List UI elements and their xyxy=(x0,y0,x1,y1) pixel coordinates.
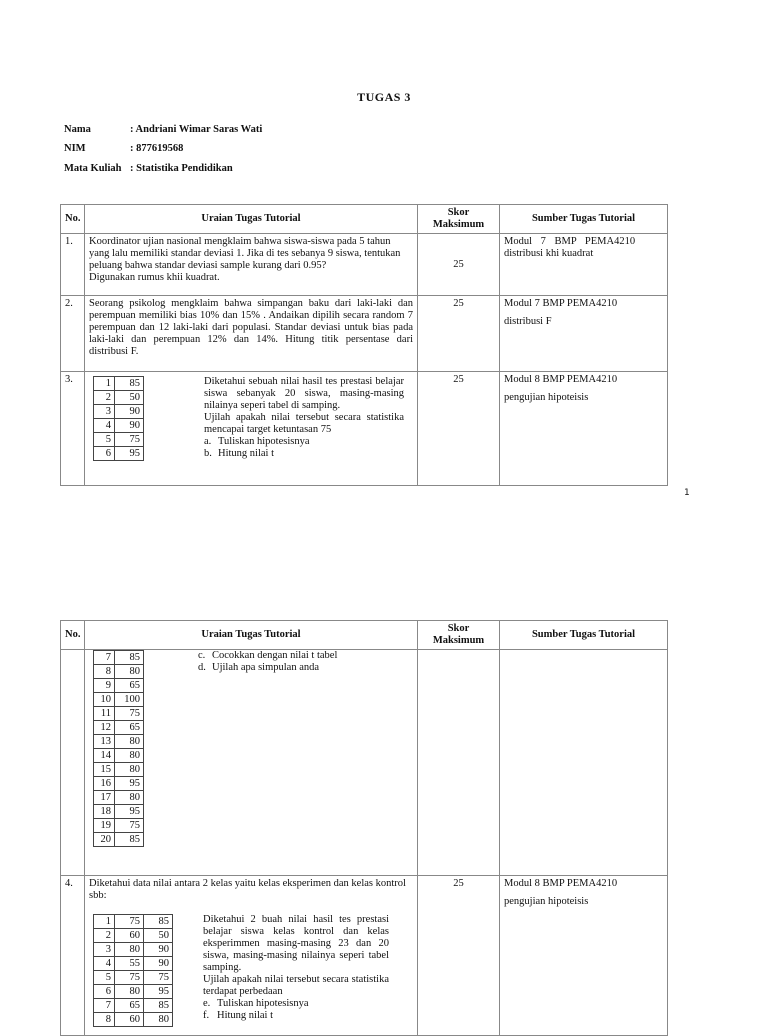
data-index: 8 xyxy=(94,1013,115,1027)
list-text: Cocokkan dengan nilai t tabel xyxy=(212,650,338,661)
data-index: 12 xyxy=(94,721,115,735)
data-value: 65 xyxy=(115,679,144,693)
header-skor: Skor Maksimum xyxy=(418,621,500,650)
question-text xyxy=(198,650,398,847)
data-value: 100 xyxy=(115,693,144,707)
data-value: 85 xyxy=(115,833,144,847)
list-item xyxy=(204,436,404,448)
list-text: Ujilah apa simpulan anda xyxy=(212,662,320,673)
max-score: 25 xyxy=(418,876,500,1036)
data-value: 65 xyxy=(115,721,144,735)
data-index: 3 xyxy=(94,405,115,419)
info-key: Nama xyxy=(64,124,91,135)
data-index: 5 xyxy=(94,971,115,985)
list-item xyxy=(203,998,389,1010)
table-row xyxy=(61,296,668,372)
header-no: No. xyxy=(61,205,85,234)
data-index: 4 xyxy=(94,419,115,433)
question-text xyxy=(85,234,418,296)
source-empty xyxy=(500,650,668,876)
data-index: 16 xyxy=(94,777,115,791)
data-table-row xyxy=(94,763,144,777)
header-uraian: Uraian Tugas Tutorial xyxy=(85,621,418,650)
data-value: 80 xyxy=(115,665,144,679)
list-item xyxy=(203,1010,389,1022)
data-value: 95 xyxy=(115,777,144,791)
page-2 xyxy=(0,600,768,1024)
data-table-row xyxy=(94,651,144,665)
data-table-row xyxy=(94,791,144,805)
data-table-row xyxy=(94,943,173,957)
question-body: Ujilah apakah nilai tersebut secara statistika mencapai target ketuntasan 75 xyxy=(204,412,404,435)
data-value: 90 xyxy=(144,943,173,957)
data-table-row xyxy=(94,721,144,735)
data-table-row xyxy=(94,833,144,847)
list-marker: c. xyxy=(198,650,206,661)
page-number: 1 xyxy=(684,488,690,498)
data-value: 95 xyxy=(115,805,144,819)
question-cell xyxy=(85,876,418,1036)
data-value: 75 xyxy=(115,915,144,929)
data-value: 75 xyxy=(115,971,144,985)
data-index: 6 xyxy=(94,447,115,461)
data-index: 7 xyxy=(94,999,115,1013)
data-value: 50 xyxy=(115,391,144,405)
data-index: 9 xyxy=(94,679,115,693)
data-value: 75 xyxy=(115,819,144,833)
table-header-row xyxy=(61,621,668,650)
data-table-row xyxy=(94,665,144,679)
data-table-row xyxy=(94,419,144,433)
data-value: 80 xyxy=(115,791,144,805)
data-table-row xyxy=(94,447,144,461)
source-topic: pengujian hipoteisis xyxy=(504,392,589,403)
row-number: 2. xyxy=(61,296,85,372)
data-value: 85 xyxy=(115,377,144,391)
list-marker: d. xyxy=(198,662,206,673)
question-body: Ujilah apakah nilai tersebut secara statistika terdapat perbedaan xyxy=(203,974,389,997)
data-table-row xyxy=(94,693,144,707)
data-index: 2 xyxy=(94,929,115,943)
info-value: : 877619568 xyxy=(130,143,184,154)
data-table-row xyxy=(94,971,173,985)
info-value: : Statistika Pendidikan xyxy=(130,163,233,174)
data-value: 80 xyxy=(115,735,144,749)
table-row xyxy=(61,234,668,296)
data-index: 2 xyxy=(94,391,115,405)
row-number: 4. xyxy=(61,876,85,1036)
list-text: Tuliskan hipotesisnya xyxy=(218,436,310,447)
list-text: Hitung nilai t xyxy=(218,448,274,459)
question-text: Seorang psikolog mengklaim bahwa simpangan baku dari laki-laki dan perempuan memiliki bias 10% dan 15% . Andaikan dipilih secara random 7 perempuan dan 12 laki-laki dari populasi. Standar deviasi untuk bias pada laki-laki dan perempuan 12% dan 14%. Hitung titik persentase dari distribusi F. xyxy=(85,296,418,372)
list-item xyxy=(198,650,398,662)
question-cell xyxy=(85,650,418,876)
data-value: 65 xyxy=(115,999,144,1013)
info-row-mata-kuliah xyxy=(64,163,233,174)
question-body: Diketahui 2 buah nilai hasil tes prestasi belajar siswa kelas kontrol dan kelas eksperimmen masing-masing 23 dan 20 siswa, masing-masing nilainya seperi tabel samping. xyxy=(203,914,389,973)
info-value: : Andriani Wimar Saras Wati xyxy=(130,124,263,135)
question-text xyxy=(203,914,389,1027)
document-title: TUGAS 3 xyxy=(357,90,411,104)
data-value: 60 xyxy=(115,929,144,943)
list-marker: b. xyxy=(204,448,212,459)
data-index: 15 xyxy=(94,763,115,777)
source-cell xyxy=(500,372,668,486)
data-index: 8 xyxy=(94,665,115,679)
question-body: Koordinator ujian nasional mengklaim bahwa siswa-siswa pada 5 tahun yang lalu memiliki standar deviasi 1. Jika di tes sebanya 9 siswa, tentukan peluang bahwa standar deviasi sample kurang dari 0.95? xyxy=(89,236,401,271)
source-topic: distribusi F xyxy=(504,316,552,327)
data-table-row xyxy=(94,929,173,943)
source-module: Modul 8 BMP PEMA4210 xyxy=(504,878,618,889)
question-body: Diketahui sebuah nilai hasil tes prestasi belajar siswa sebanyak 20 siswa, masing-masing nilainya seperi tabel di samping. xyxy=(204,376,404,411)
data-value: 80 xyxy=(115,943,144,957)
data-index: 10 xyxy=(94,693,115,707)
data-table-row xyxy=(94,377,144,391)
list-marker: f. xyxy=(203,1010,210,1021)
question-note: Digunakan rumus khii kuadrat. xyxy=(89,272,220,283)
source-cell xyxy=(500,234,668,296)
data-table xyxy=(93,650,144,847)
data-value: 80 xyxy=(115,763,144,777)
data-value: 95 xyxy=(144,985,173,999)
source-topic: distribusi khi kuadrat xyxy=(504,248,594,259)
data-value: 95 xyxy=(115,447,144,461)
info-key: Mata Kuliah xyxy=(64,163,122,174)
data-table-row xyxy=(94,1013,173,1027)
data-index: 19 xyxy=(94,819,115,833)
row-number: 3. xyxy=(61,372,85,486)
data-value: 90 xyxy=(115,419,144,433)
data-table-row xyxy=(94,707,144,721)
task-table-page-1 xyxy=(60,204,668,486)
list-marker: e. xyxy=(203,998,211,1009)
data-value: 90 xyxy=(115,405,144,419)
table-header-row xyxy=(61,205,668,234)
source-module: Modul 8 BMP PEMA4210 xyxy=(504,374,618,385)
data-value: 85 xyxy=(115,651,144,665)
data-table-row xyxy=(94,679,144,693)
score-empty xyxy=(418,650,500,876)
data-index: 17 xyxy=(94,791,115,805)
header-sumber: Sumber Tugas Tutorial xyxy=(500,205,668,234)
max-score: 25 xyxy=(418,296,500,372)
header-skor: Skor Maksimum xyxy=(418,205,500,234)
max-score: 25 xyxy=(418,234,500,296)
data-index: 1 xyxy=(94,915,115,929)
header-no: No. xyxy=(61,621,85,650)
data-value: 75 xyxy=(144,971,173,985)
data-index: 3 xyxy=(94,943,115,957)
data-value: 55 xyxy=(115,957,144,971)
list-marker: a. xyxy=(204,436,212,447)
header-uraian: Uraian Tugas Tutorial xyxy=(85,205,418,234)
question-cell xyxy=(85,372,418,486)
data-index: 1 xyxy=(94,377,115,391)
source-topic: pengujian hipoteisis xyxy=(504,896,589,907)
data-index: 13 xyxy=(94,735,115,749)
max-score: 25 xyxy=(418,372,500,486)
data-value: 80 xyxy=(115,985,144,999)
table-row xyxy=(61,650,668,876)
data-table-row xyxy=(94,405,144,419)
data-index: 14 xyxy=(94,749,115,763)
table-row xyxy=(61,372,668,486)
data-index: 11 xyxy=(94,707,115,721)
list-text: Tuliskan hipotesisnya xyxy=(217,998,309,1009)
data-table-row xyxy=(94,735,144,749)
data-table-row xyxy=(94,819,144,833)
source-module: Modul 7 BMP PEMA4210 xyxy=(504,298,618,309)
data-table xyxy=(93,914,173,1027)
question-intro: Diketahui data nilai antara 2 kelas yaitu kelas eksperimen dan kelas kontrol sbb: xyxy=(89,878,406,901)
data-table-row xyxy=(94,957,173,971)
data-index: 6 xyxy=(94,985,115,999)
data-value: 85 xyxy=(144,999,173,1013)
data-index: 7 xyxy=(94,651,115,665)
data-table-row xyxy=(94,985,173,999)
source-module: Modul 7 BMP PEMA4210 xyxy=(504,236,636,247)
question-block xyxy=(89,650,413,847)
info-key: NIM xyxy=(64,143,86,154)
question-text xyxy=(204,376,404,461)
question-block xyxy=(89,376,413,461)
data-table-row xyxy=(94,749,144,763)
data-table-row xyxy=(94,391,144,405)
info-row-nim xyxy=(64,143,183,154)
row-number-empty xyxy=(61,650,85,876)
source-cell xyxy=(500,876,668,1036)
source-cell xyxy=(500,296,668,372)
question-block xyxy=(89,914,413,1027)
data-table xyxy=(93,376,144,461)
row-number: 1. xyxy=(61,234,85,296)
list-item xyxy=(204,448,404,460)
data-table-row xyxy=(94,777,144,791)
data-index: 18 xyxy=(94,805,115,819)
table-row xyxy=(61,876,668,1036)
data-index: 20 xyxy=(94,833,115,847)
data-index: 4 xyxy=(94,957,115,971)
data-value: 80 xyxy=(144,1013,173,1027)
data-table-row xyxy=(94,433,144,447)
task-table-page-2 xyxy=(60,620,668,1036)
data-table-row xyxy=(94,915,173,929)
data-value: 75 xyxy=(115,433,144,447)
data-value: 90 xyxy=(144,957,173,971)
data-table-row xyxy=(94,805,144,819)
info-row-nama xyxy=(64,124,262,135)
data-value: 75 xyxy=(115,707,144,721)
list-item xyxy=(198,662,398,674)
list-text: Hitung nilai t xyxy=(217,1010,273,1021)
header-sumber: Sumber Tugas Tutorial xyxy=(500,621,668,650)
data-value: 85 xyxy=(144,915,173,929)
data-table-row xyxy=(94,999,173,1013)
data-value: 60 xyxy=(115,1013,144,1027)
data-index: 5 xyxy=(94,433,115,447)
data-value: 50 xyxy=(144,929,173,943)
data-value: 80 xyxy=(115,749,144,763)
